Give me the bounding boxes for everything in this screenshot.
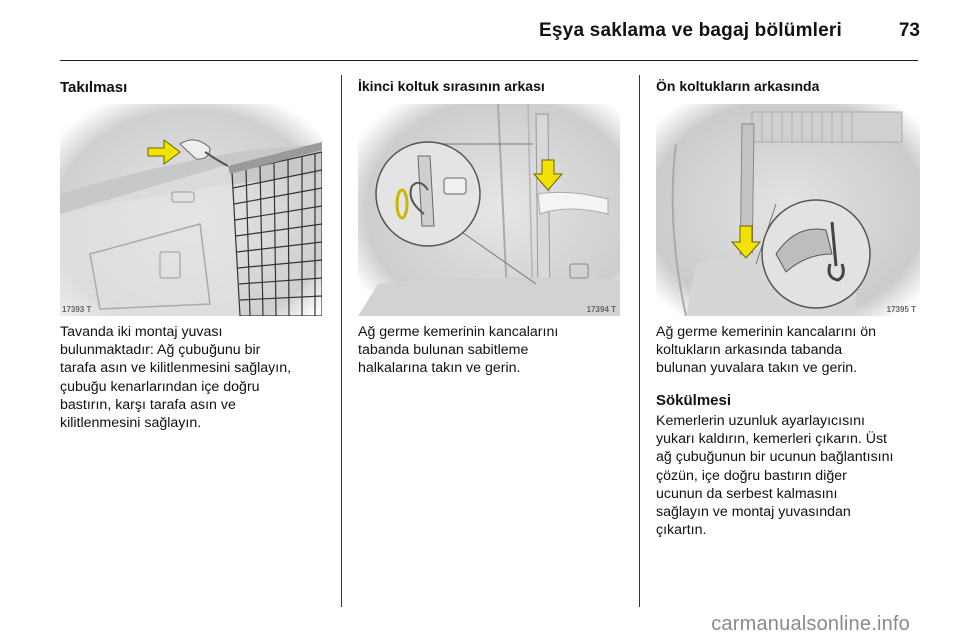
text-line: çubuğu kenarlarından içe doğru (60, 378, 260, 395)
subsection-heading: Sökülmesi (656, 392, 732, 409)
illustration-front-seat-anchor (656, 104, 920, 316)
text-line: çıkartın. (656, 522, 707, 539)
page-number: 73 (898, 20, 920, 41)
text-line: bulunan yuvalara takın ve gerin. (656, 360, 858, 377)
illustration-roof-mount (60, 104, 322, 316)
illustration-second-row-anchor (358, 104, 620, 316)
text-line: halkalarına takın ve gerin. (358, 360, 521, 377)
text-line: bulunmaktadır: Ağ çubuğunu bir (60, 342, 261, 359)
column-divider-1 (341, 75, 342, 607)
figure-code: 17394 T (586, 305, 616, 314)
watermark: carmanualsonline.info (711, 613, 910, 635)
figure-code: 17395 T (886, 305, 916, 314)
page-title: Eşya saklama ve bagaj bölümleri (539, 20, 842, 41)
section-heading: Takılması (60, 79, 128, 96)
text-line: tabanda bulunan sabitleme (358, 342, 529, 359)
figure-code: 17393 T (62, 305, 92, 314)
text-line: çözün, içe doğru bastırın diğer (656, 467, 847, 484)
text-line: ucunun da serbest kalmasını (656, 485, 838, 502)
text-line: kilitlenmesini sağlayın. (60, 415, 202, 432)
text-line: ağ çubuğunun bir ucunun bağlantısını (656, 449, 894, 466)
text-line: koltukların arkasında tabanda (656, 342, 843, 359)
text-line: Ağ germe kemerinin kancalarını (358, 324, 559, 340)
text-line: sağlayın ve montaj yuvasından (656, 504, 851, 521)
column-divider-2 (639, 75, 640, 607)
instruction-text (60, 323, 291, 432)
section-heading: İkinci koltuk sırasının arkası (358, 78, 545, 94)
section-heading: Ön koltukların arkasında (656, 78, 820, 94)
text-line: Kemerlerin uzunluk ayarlayıcısını (656, 413, 865, 429)
instruction-text (358, 323, 558, 378)
removal-instruction-text (656, 412, 926, 539)
instruction-text (656, 323, 876, 378)
text-line: Tavanda iki montaj yuvası (60, 324, 223, 340)
text-line: yukarı kaldırın, kemerleri çıkarın. Üst (656, 431, 888, 448)
text-line: tarafa asın ve kilitlenmesini sağlayın, (60, 360, 292, 377)
header-rule (60, 60, 918, 61)
text-line: bastırın, karşı tarafa asın ve (60, 396, 236, 413)
text-line: Ağ germe kemerinin kancalarını ön (656, 324, 877, 340)
